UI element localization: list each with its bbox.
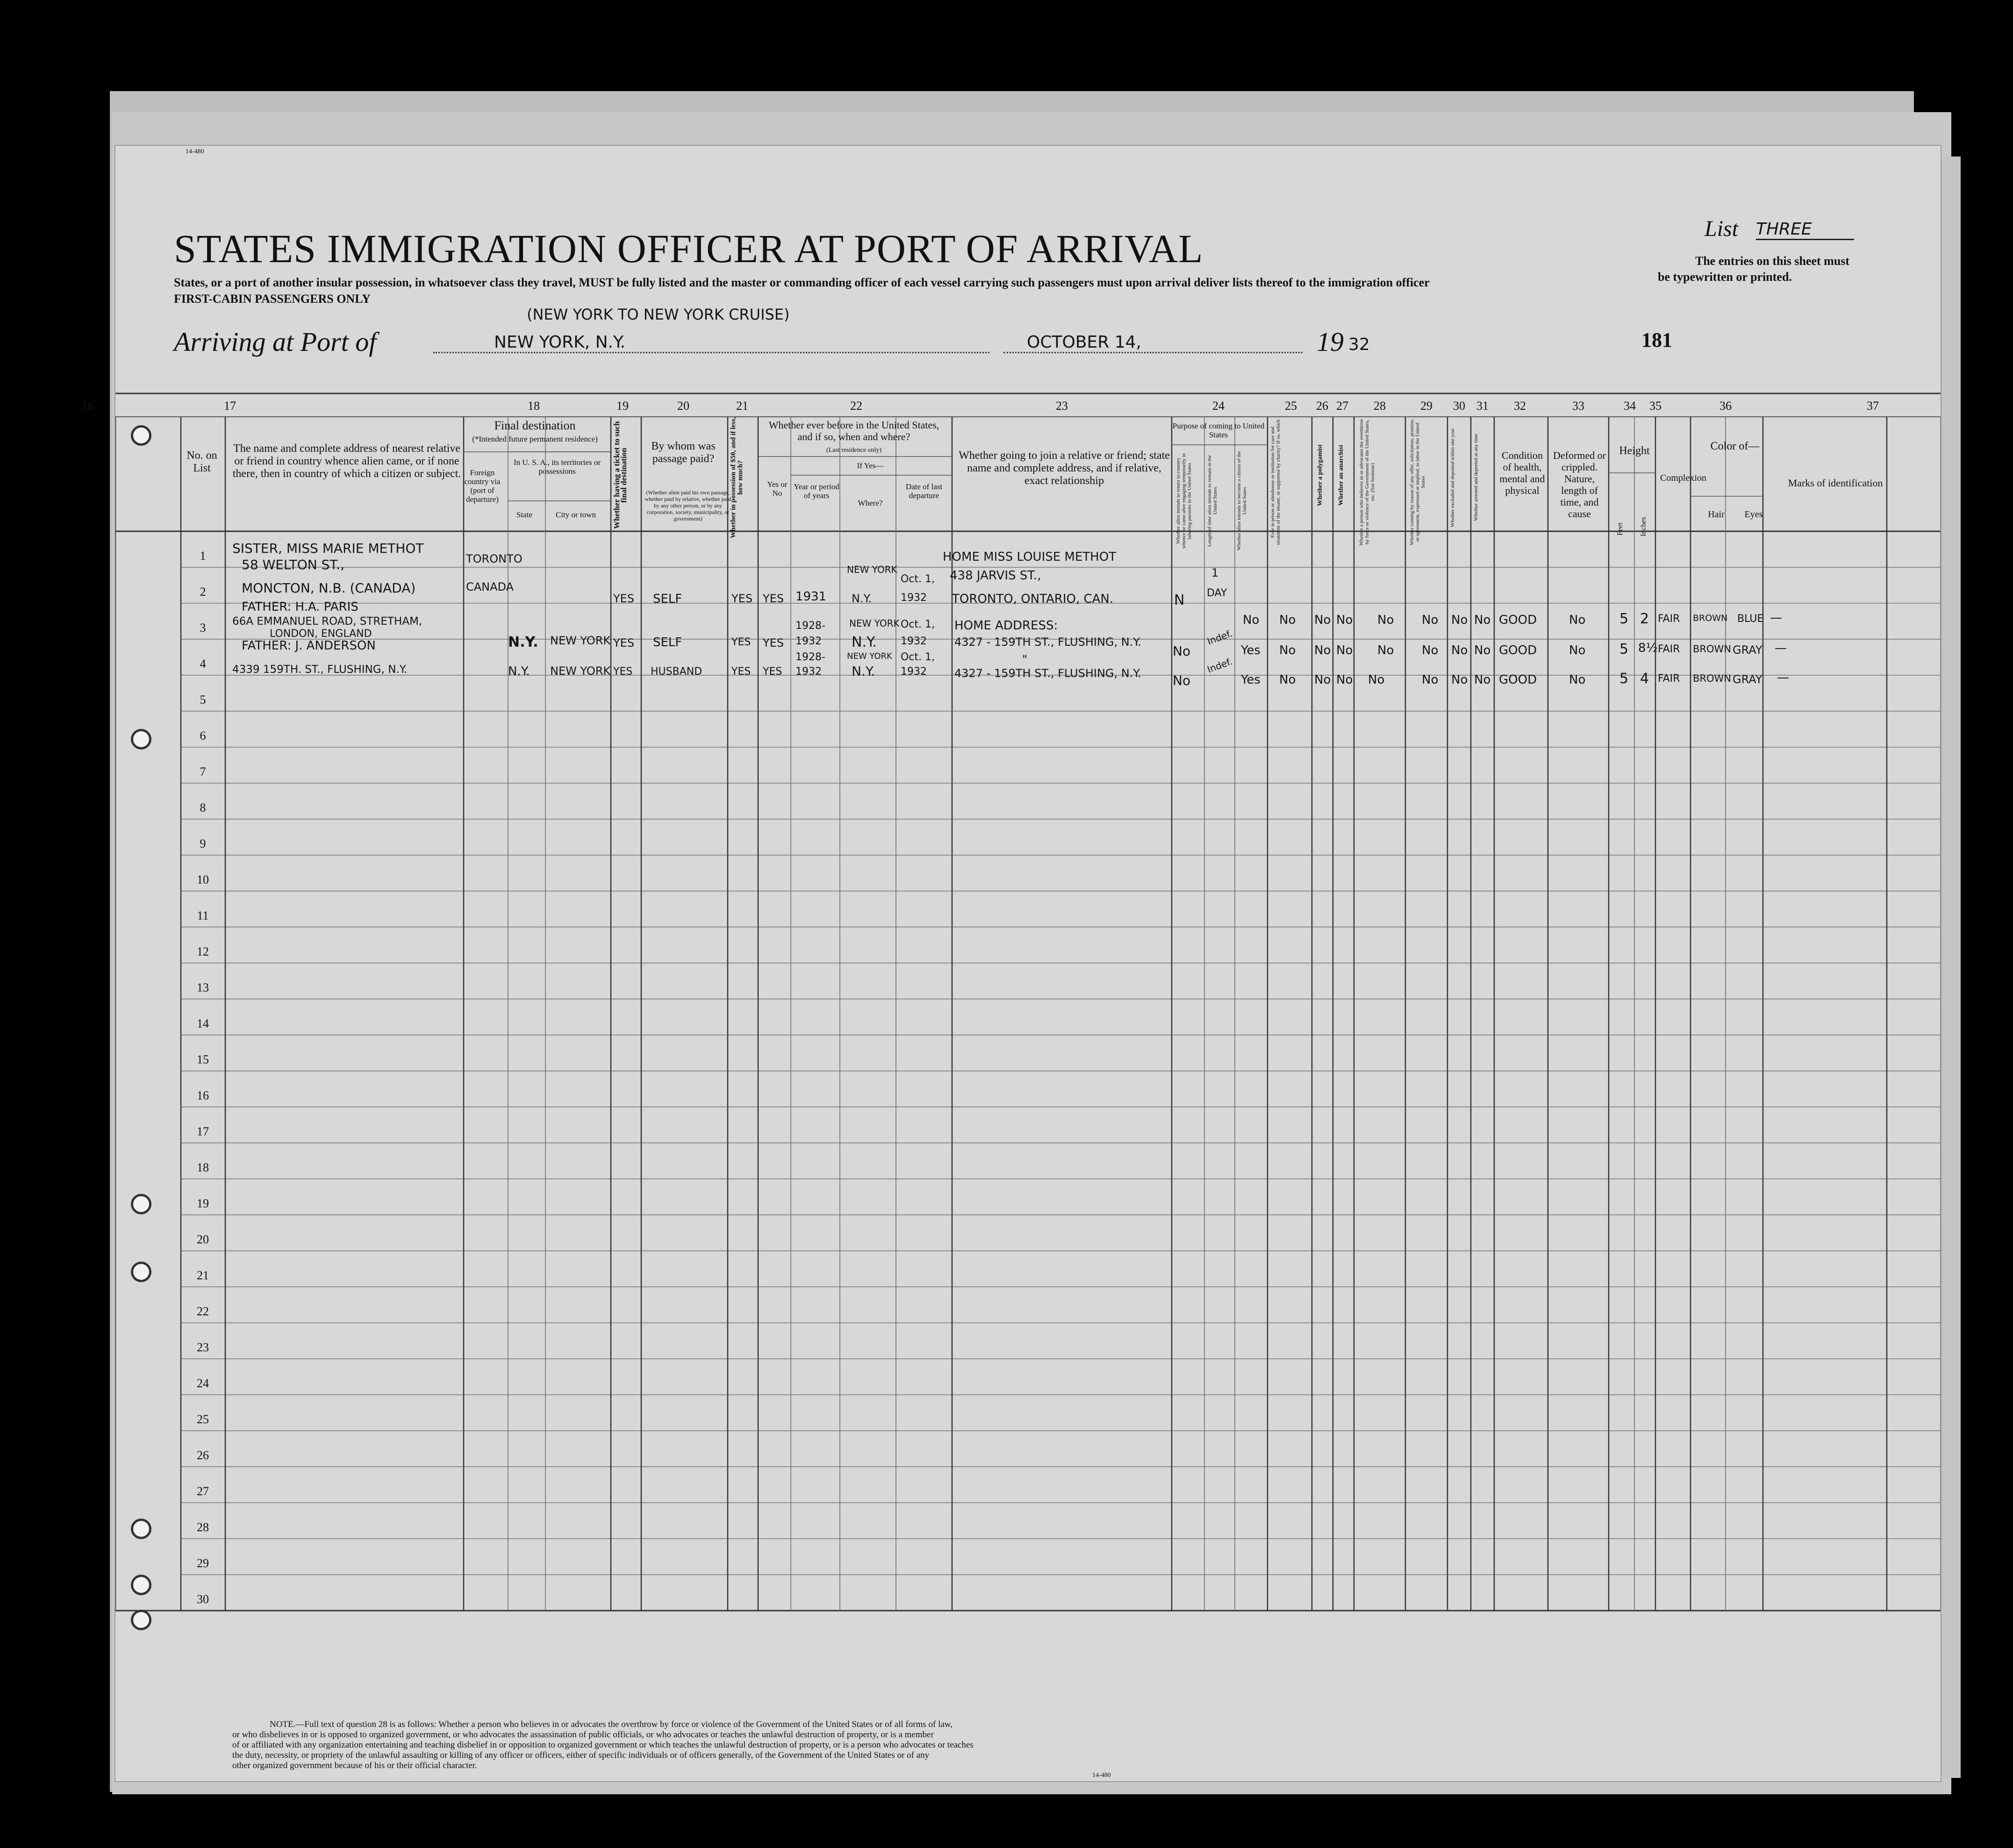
entry-2-citizen: Yes [1241, 643, 1261, 657]
entry-2-date-line-1: Oct. 1, [901, 619, 935, 630]
entry-1-excluded: No [1451, 613, 1468, 627]
row-number-1: 1 [200, 549, 206, 563]
entry-2-join-line-2: 4327 - 159TH ST., FLUSHING, N.Y. [954, 635, 1141, 649]
column-number-19: 19 [616, 399, 629, 413]
row-number-24: 24 [197, 1377, 209, 1390]
row-number-13: 13 [197, 981, 209, 994]
column-number-35: 35 [1649, 399, 1662, 413]
row-number-14: 14 [197, 1017, 209, 1030]
entry-3-relative-line-2: 4339 159TH. ST., FLUSHING, N.Y. [232, 664, 408, 676]
entry-3-year-line-1: 1928- [795, 651, 825, 663]
column-number-34: 34 [1624, 399, 1636, 413]
header-yes-or-no: Yes or No [767, 480, 788, 498]
row-number-22: 22 [197, 1305, 209, 1318]
header-year-period: Year or period of years [794, 482, 839, 500]
row-number-10: 10 [197, 873, 209, 886]
date-value: OCTOBER 14, [1003, 333, 1303, 353]
header-passage-paid: By whom was passage paid? [651, 440, 716, 465]
row-number-11: 11 [197, 909, 209, 922]
entry-1-anarchist: No [1336, 613, 1353, 627]
column-number-25: 25 [1285, 399, 1297, 413]
row-number-2: 2 [200, 585, 206, 599]
entries-note-1: The entries on this sheet must [1695, 254, 1850, 268]
header-deformed: Deformed or crippled. Nature, length of time, and cause [1553, 450, 1606, 520]
entry-1-inches: 2 [1640, 611, 1649, 627]
row-number-16: 16 [197, 1089, 209, 1102]
entry-3-join-line-2: 4327 - 159TH ST., FLUSHING, N.Y. [954, 667, 1141, 680]
entry-1-foreign-line-2: CANADA [466, 580, 514, 593]
row-number-20: 20 [197, 1233, 209, 1246]
header-passage-note: (Whether alien paid his own passage, whether paid by relative, whether paid by any other person, or by any corporation, society, municipality, or government) [645, 489, 731, 522]
entry-2-eyes: GRAY [1733, 643, 1762, 656]
header-purpose: Purpose of coming to United States [1172, 421, 1265, 439]
entry-3-offer: No [1422, 673, 1439, 687]
entry-1-join-line-1: HOME MISS LOUISE METHOT [943, 550, 1117, 564]
entry-3-length: Indef. [1205, 656, 1234, 675]
entry-2-money: YES [731, 636, 751, 648]
entry-2-city: NEW YORK [550, 634, 611, 647]
column-number-26: 26 [1316, 399, 1328, 413]
entry-3-health: GOOD [1499, 673, 1537, 687]
column-number-18: 18 [528, 399, 540, 413]
entry-3-money: YES [731, 666, 751, 678]
column-number-27: 27 [1336, 399, 1348, 413]
binder-hole-5 [131, 1519, 151, 1539]
entry-1-offer: No [1422, 613, 1439, 627]
header-purpose-length: Length of time alien intends to remain in the United States [1207, 455, 1218, 547]
entry-3-advocate: No [1368, 673, 1385, 687]
entry-2-feet: 5 [1619, 641, 1629, 657]
entry-2-offer: No [1422, 643, 1439, 657]
year-suffix: 32 [1348, 335, 1370, 354]
header-state: State [516, 510, 532, 519]
row-number-29: 29 [197, 1556, 209, 1570]
manifest-sheet [81, 145, 1941, 1782]
header-foreign-country: Foreign country via (port of departure) [464, 468, 501, 504]
entry-1-deformed: No [1569, 613, 1586, 627]
footnote-line-2: or who disbelieves in or is opposed to organized government, or who advocates the assassination of public officials, or who advocates or teaches the unlawful destruction of property, or is a member [232, 1730, 934, 1740]
entry-1-date-line-2: 1932 [901, 592, 927, 604]
footnote-form-code: 14-480 [1092, 1772, 1111, 1779]
binder-hole-7 [131, 1610, 151, 1630]
entry-3-feet: 5 [1619, 671, 1629, 687]
header-purpose-citizen: Whether alien intends to become a citizen of the United States [1236, 451, 1247, 551]
entry-2-anarchist: No [1336, 643, 1353, 657]
header-fifty-dollars: Whether in possession of $50, and if less, how much? [730, 417, 744, 538]
header-if-yes: If Yes— [857, 461, 884, 470]
entry-1-complexion: FAIR [1658, 613, 1680, 625]
row-number-6: 6 [200, 729, 206, 742]
entry-1-advocate: No [1377, 613, 1394, 627]
entry-2-where-line-1: NEW YORK [849, 618, 900, 629]
entry-1-money: YES [731, 592, 753, 605]
header-no-on-list: No. on List [186, 450, 217, 474]
entry-1-hair: BROWN [1693, 613, 1728, 623]
column-number-28: 28 [1374, 399, 1386, 413]
row-number-21: 21 [197, 1269, 209, 1282]
column-number-24: 24 [1212, 399, 1225, 413]
row-number-19: 19 [197, 1197, 209, 1210]
entry-3-anarchist: No [1336, 673, 1353, 687]
binder-hole-1 [131, 425, 151, 446]
page-title: STATES IMMIGRATION OFFICER AT PORT OF ARRIVAL [174, 226, 1204, 271]
entry-2-date-line-2: 1932 [901, 635, 927, 647]
entry-3-hair: BROWN [1693, 673, 1732, 684]
header-advocate: Whether a person who believes in or advocates the overthrow by force or violence of the Government of the United States, etc. (See footnote) [1359, 419, 1375, 546]
column-number-17: 17 [224, 399, 236, 413]
column-number-20: 20 [677, 399, 689, 413]
header-eyes: Eyes [1744, 509, 1763, 520]
entry-3-where-line-2: N.Y. [852, 664, 875, 679]
entry-3-before: YES [763, 666, 782, 678]
column-number-21: 21 [736, 399, 748, 413]
cruise-note: (NEW YORK TO NEW YORK CRUISE) [527, 306, 790, 323]
column-number-36: 36 [1719, 399, 1732, 413]
entry-3-relative-line-1: FATHER: J. ANDERSON [242, 639, 376, 653]
header-anarchist: Whether an anarchist [1338, 444, 1345, 506]
column-number-23: 23 [1056, 399, 1068, 413]
column-number-16: 16 [81, 399, 93, 413]
entry-2-join-line-1: HOME ADDRESS: [954, 619, 1058, 633]
header-health: Condition of health, mental and physical [1499, 450, 1545, 496]
entry-3-state: N.Y. [508, 664, 530, 678]
entry-3-deformed: No [1569, 673, 1586, 687]
entry-1-year: 1931 [795, 590, 827, 604]
entry-2-health: GOOD [1499, 643, 1537, 657]
header-arrested: Whether arrested and deported at any time [1473, 434, 1479, 521]
entry-1-feet: 5 [1619, 611, 1629, 627]
entry-1-prison: No [1279, 613, 1296, 627]
entry-1-where-line-1: NEW YORK [847, 564, 897, 575]
row-number-15: 15 [197, 1053, 209, 1066]
row-number-28: 28 [197, 1520, 209, 1534]
entry-2-polygamist: No [1314, 643, 1331, 657]
row-number-3: 3 [200, 621, 206, 635]
footnote-line-4: the duty, necessity, or propriety of the unlawful assaulting or killing of any officer or officers, either of specific individuals or of officers generally, of the Government of the United States or of any [232, 1750, 930, 1760]
entry-3-citizen: Yes [1241, 673, 1261, 687]
entry-3-where-line-1: NEW YORK [847, 651, 892, 661]
entry-3-marks: — [1777, 671, 1789, 685]
entry-2-prison: No [1279, 643, 1296, 657]
sheet-number: 181 [1641, 328, 1672, 351]
header-in-usa: In U. S. A., its territories or possessions [513, 458, 601, 476]
entry-3-polygamist: No [1314, 673, 1331, 687]
binder-hole-6 [131, 1575, 151, 1595]
form-code-top: 14-480 [186, 148, 204, 155]
binder-hole-2 [131, 729, 151, 749]
entry-2-purpose-return: No [1173, 643, 1191, 659]
entry-1-before: YES [763, 592, 784, 605]
entry-1-date-line-1: Oct. 1, [901, 573, 935, 585]
entry-2-year-line-1: 1928- [795, 620, 825, 632]
instruction-line: States, or a port of another insular possession, in whatsoever class they travel, MUST be fully listed and the master or commanding officer of each vessel carrying such passengers must upon arrival deliver lists thereof to the immigration officer [174, 276, 1430, 289]
entry-2-paid-by: SELF [653, 635, 682, 649]
entry-2-inches: 8½ [1638, 641, 1658, 655]
header-polygamist: Whether a polygamist [1317, 444, 1324, 506]
header-marks: Marks of identification [1788, 477, 1883, 489]
entry-2-before: YES [763, 636, 784, 649]
column-number-22: 22 [850, 399, 862, 413]
entry-2-deformed: No [1569, 643, 1586, 657]
entry-2-relative-line-1: FATHER: H.A. PARIS [242, 600, 358, 614]
entry-1-marks: — [1770, 611, 1782, 625]
row-number-30: 30 [197, 1592, 209, 1606]
entry-1-length-line-2: DAY [1207, 587, 1227, 599]
entry-2-marks: — [1775, 641, 1787, 655]
entry-1-citizen: No [1243, 613, 1260, 627]
entry-1-health: GOOD [1499, 613, 1537, 627]
header-where: Where? [858, 499, 883, 507]
binder-hole-3 [131, 1194, 151, 1214]
row-number-5: 5 [200, 693, 206, 706]
header-purpose-return: Whether alien intends to return to country whence he came after engaging temporarily in laboring pursuits in the United States [1175, 453, 1192, 549]
footnote-line-3: of or affiliated with any organization entertaining and teaching disbelief in or opposition to organized government or which teaches the unlawful destruction of property, or is a person who advocates or teaches [232, 1740, 974, 1750]
entry-3-prison: No [1279, 673, 1296, 687]
header-inches: Inches [1640, 517, 1648, 536]
entry-3-inches: 4 [1640, 671, 1649, 687]
entry-2-state: N.Y. [508, 634, 538, 650]
entry-1-eyes: BLUE [1737, 613, 1764, 625]
entry-1-arrested: No [1474, 613, 1491, 627]
entry-1-purpose-return: N [1174, 592, 1185, 608]
row-number-27: 27 [197, 1484, 209, 1498]
header-final-destination: Final destination [494, 419, 576, 432]
row-number-8: 8 [200, 801, 206, 814]
entry-2-relative-line-3: LONDON, ENGLAND [270, 628, 372, 640]
column-number-29: 29 [1420, 399, 1433, 413]
column-number-37: 37 [1867, 399, 1879, 413]
list-label: List [1705, 216, 1739, 241]
row-number-18: 18 [197, 1161, 209, 1174]
row-number-26: 26 [197, 1448, 209, 1462]
entry-1-join-line-3: TORONTO, ONTARIO, CAN. [952, 592, 1114, 606]
entry-1-paid-by: SELF [653, 592, 682, 606]
entry-1-foreign-line-1: TORONTO [466, 552, 523, 565]
footnote-line-1: NOTE.—Full text of question 28 is as follows: Whether a person who believes in or advocates the overthrow by force or violence of the Government of the United States or of all forms of law, [270, 1720, 953, 1729]
entry-2-relative-line-2: 66A EMMANUEL ROAD, STRETHAM, [232, 615, 423, 628]
header-excluded: Whether excluded and deported within one year [1450, 428, 1455, 527]
first-cabin-label: FIRST-CABIN PASSENGERS ONLY [174, 292, 371, 306]
column-number-30: 30 [1453, 399, 1465, 413]
entry-3-excluded: No [1451, 673, 1468, 687]
entry-1-ticket: YES [613, 592, 635, 605]
entry-3-year-line-2: 1932 [795, 666, 822, 678]
header-offer: Whether coming by reason of any offer, solicitation, promise, or agreement, expressed or implied, to labor in the United States [1409, 419, 1426, 546]
header-date-departure: Date of last departure [905, 482, 943, 500]
header-nearest-relative: The name and complete address of nearest relative or friend in country whence alien came, or if none there, then in country of which a citizen or subject. [232, 442, 461, 480]
header-ever-before-note: (Last residence only) [826, 447, 882, 454]
entry-3-join-line-1: " [1022, 653, 1028, 666]
entry-3-paid-by: HUSBAND [651, 666, 702, 678]
entry-3-eyes: GRAY [1733, 673, 1762, 686]
entry-2-where-line-2: N.Y. [852, 634, 877, 650]
column-number-31: 31 [1476, 399, 1489, 413]
entry-1-join-line-2: 438 JARVIS ST., [950, 569, 1041, 583]
header-feet: Feet [1616, 522, 1624, 535]
entry-3-city: NEW YORK [550, 664, 611, 678]
entry-3-date-line-2: 1932 [901, 666, 927, 678]
row-number-17: 17 [197, 1125, 209, 1138]
entry-1-where-line-2: N.Y. [852, 592, 872, 605]
entry-2-excluded: No [1451, 643, 1468, 657]
list-value: THREE [1756, 220, 1854, 240]
row-number-7: 7 [200, 765, 206, 778]
entry-2-complexion: FAIR [1658, 643, 1680, 655]
column-number-33: 33 [1572, 399, 1584, 413]
row-number-4: 4 [200, 657, 206, 671]
entry-2-ticket: YES [613, 636, 635, 649]
footnote-line-5: other organized government because of his or their official character. [232, 1761, 477, 1770]
entry-2-year-line-2: 1932 [795, 635, 822, 647]
entries-note-2: be typewritten or printed. [1658, 270, 1792, 284]
header-ticket: Whether having a ticket to such final destination [612, 421, 628, 529]
row-number-23: 23 [197, 1341, 209, 1354]
column-number-32: 32 [1514, 399, 1526, 413]
header-city: City or town [556, 510, 596, 519]
row-number-12: 12 [197, 945, 209, 958]
form-grid [115, 146, 1941, 1781]
entry-2-hair: BROWN [1693, 643, 1732, 655]
binder-hole-4 [131, 1262, 151, 1282]
entry-1-polygamist: No [1314, 613, 1331, 627]
row-number-25: 25 [197, 1413, 209, 1426]
header-height: Height [1619, 445, 1650, 457]
year-prefix: 19 [1317, 327, 1344, 357]
header-prison: Ever in prison or almshouse or institution for care and treatment of the insane, or supported by charity? If so, which [1270, 419, 1281, 545]
port-value: NEW YORK, N.Y. [433, 333, 989, 353]
arriving-label: Arriving at Port of [174, 327, 377, 357]
header-hair: Hair [1708, 509, 1725, 520]
entry-3-ticket: YES [613, 666, 633, 678]
entry-3-complexion: FAIR [1658, 673, 1680, 685]
entry-1-relative-line-1: SISTER, MISS MARIE METHOT [232, 541, 424, 556]
entry-3-date-line-1: Oct. 1, [901, 651, 935, 663]
entry-2-arrested: No [1474, 643, 1491, 657]
entry-3-purpose-return: No [1173, 673, 1191, 688]
row-number-9: 9 [200, 837, 206, 850]
entry-2-length: Indef. [1205, 628, 1234, 647]
entry-3-arrested: No [1474, 673, 1491, 687]
header-color-of: Color of— [1710, 440, 1760, 452]
entry-1-relative-line-3: MONCTON, N.B. (CANADA) [242, 580, 416, 596]
header-going-to-join: Whether going to join a relative or friend; state name and complete address, and if relative, exact relationship [959, 450, 1170, 487]
header-ever-before: Whether ever before in the United States, and if so, when and where? [768, 419, 939, 442]
header-final-destination-note: (*Intended future permanent residence) [472, 435, 598, 443]
entry-1-relative-line-2: 58 WELTON ST., [242, 557, 344, 572]
header-complexion: Complexion [1660, 473, 1706, 483]
entry-2-advocate: No [1377, 643, 1394, 657]
entry-1-length-line-1: 1 [1211, 566, 1219, 579]
